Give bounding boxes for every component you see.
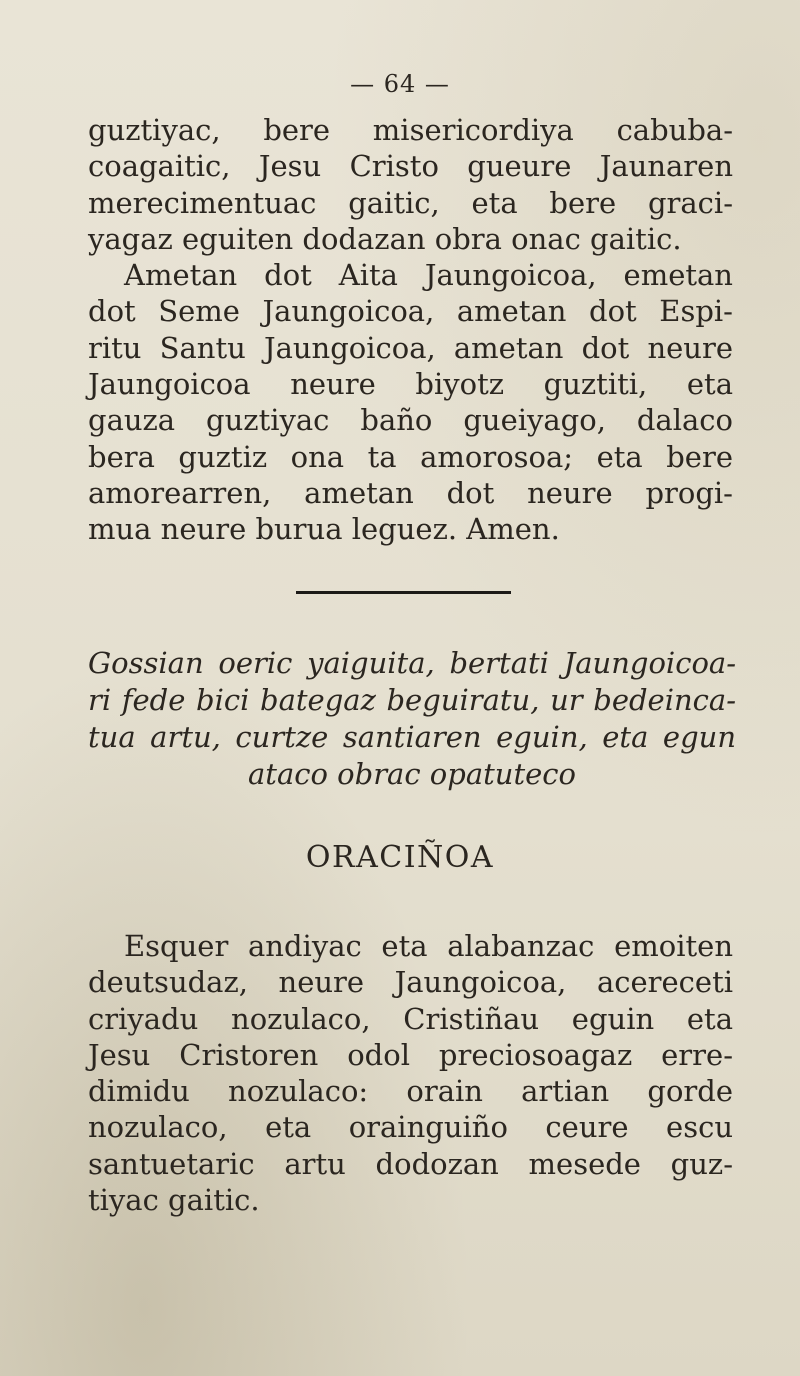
text-line: amorearren, ametan dot neure progi- xyxy=(88,475,733,510)
text-line: gauza guztiyac baño gueiyago, dalaco xyxy=(88,403,733,438)
text-line: merecimentuac gaitic, eta bere graci- xyxy=(88,185,733,220)
text-line: Jaungoicoa neure biyotz guztiti, eta xyxy=(88,367,733,402)
rubric-line: tua artu, curtze santiaren eguin, eta egun xyxy=(88,720,736,754)
text-line: dot Seme Jaungoicoa, ametan dot Espi- xyxy=(88,294,733,329)
text-line: ritu Santu Jaungoicoa, ametan dot neure xyxy=(88,330,733,365)
text-line: mua neure burua leguez. Amen. xyxy=(88,512,560,547)
section-heading: ORACIÑOA xyxy=(305,840,495,875)
text-line: tiyac gaitic. xyxy=(88,1183,260,1218)
text-line: criyadu nozulaco, Cristiñau eguin eta xyxy=(88,1001,733,1036)
text-line: yagaz eguiten dodazan obra onac gaitic. xyxy=(88,221,682,256)
rubric-line: ataco obrac opatuteco xyxy=(248,757,576,791)
text-line: bera guztiz ona ta amorosoa; eta bere xyxy=(88,439,733,474)
text-line: coagaitic, Jesu Cristo gueure Jaunaren xyxy=(88,149,733,184)
paragraph-prayer-love xyxy=(88,112,733,548)
text-line: nozulaco, eta orainguiño ceure escu xyxy=(88,1110,733,1145)
rubric-instruction xyxy=(88,645,736,793)
text-line: Ametan dot Aita Jaungoicoa, emetan xyxy=(124,258,733,293)
rubric-line: Gossian oeric yaiguita, bertati Jaungoicoa- xyxy=(88,646,736,680)
rubric-line: ri fede bici bategaz beguiratu, ur bedeinca- xyxy=(88,683,736,717)
text-line: santuetaric artu dodozan mesede guz- xyxy=(88,1146,733,1181)
page-number: — 64 — xyxy=(350,70,450,98)
text-line: guztiyac, bere misericordiya cabuba- xyxy=(88,113,733,147)
section-divider xyxy=(296,591,511,594)
text-line: Jesu Cristoren odol preciosoagaz erre- xyxy=(88,1037,733,1072)
text-line: Esquer andiyac eta alabanzac emoiten xyxy=(124,929,733,963)
text-line: deutsudaz, neure Jaungoicoa, acereceti xyxy=(88,965,733,1000)
paragraph-prayer-thanks xyxy=(88,928,733,1218)
text-line: dimidu nozulaco: orain artian gorde xyxy=(88,1074,733,1109)
